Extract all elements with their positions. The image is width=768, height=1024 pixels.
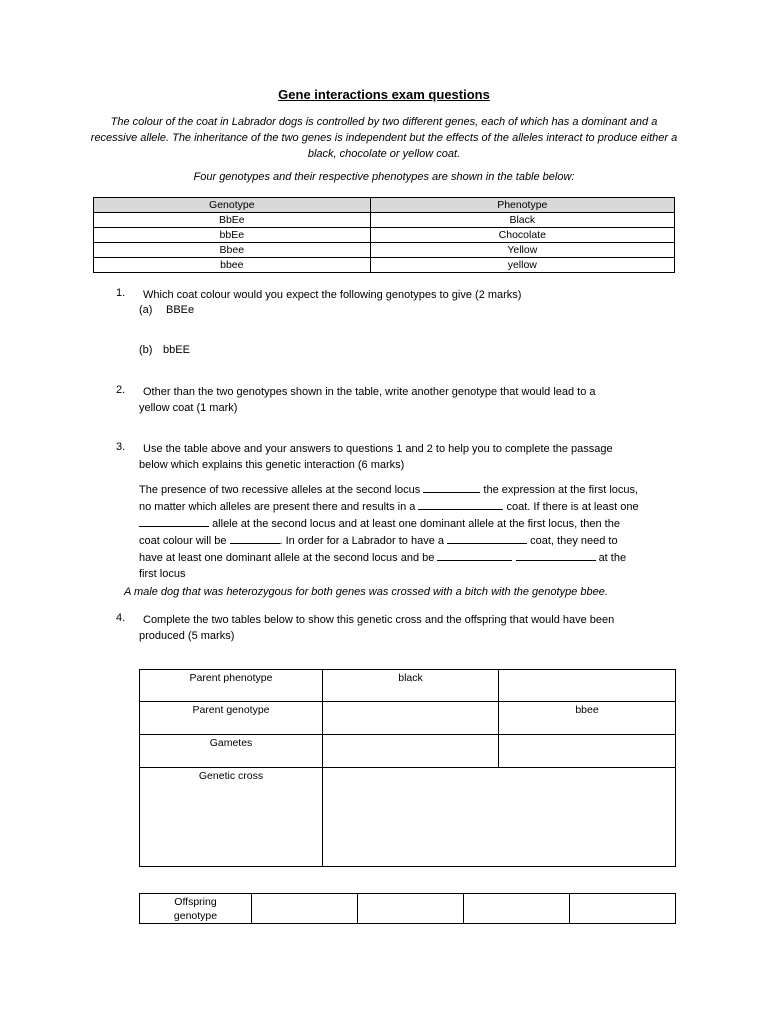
cross-intro: A male dog that was heterozygous for both genes was crossed with a bitch with the genotype bbee. [124,586,608,598]
table-intro: Four genotypes and their respective phenotypes are shown in the table below: [193,171,575,183]
q4-line1: Complete the two tables below to show this genetic cross and the offspring that would have been [143,614,615,626]
passage-line: first locus [139,568,186,580]
genotype-cell: bbEe [94,228,371,243]
passage-line: no matter which alleles are present there and results in a coat. If there is at least one [139,498,679,515]
blank-answer-2[interactable] [418,498,503,510]
passage-line: have at least one dominant allele at the second locus and be at the [139,549,679,566]
q2-line1: Other than the two genotypes shown in the table, write another genotype that would lead to a [143,386,596,398]
q3-number: 3. [116,441,126,453]
offspring-cell[interactable] [252,894,358,924]
phenotype-cell: yellow [370,258,674,273]
q1-number: 1. [116,287,126,299]
female-phenotype-cell[interactable] [499,670,676,702]
passage-line: allele at the second locus and at least one dominant allele at the first locus, then the [139,515,679,532]
q4-line2: produced (5 marks) [139,630,235,642]
table-row [94,228,675,243]
blank-answer-6[interactable] [437,549,512,561]
male-phenotype-cell[interactable]: black [323,670,499,702]
parent-phenotype-label: Parent phenotype [140,670,323,702]
genotype-cell: BbEe [94,213,371,228]
blank-answer-1[interactable] [423,481,480,493]
genotype-phenotype-table [93,197,675,273]
passage-line: coat colour will be . In order for a Labrador to have a coat, they need to [139,532,679,549]
offspring-cell[interactable] [570,894,676,924]
q1a-label: (a) [139,304,153,316]
table-row [140,768,676,867]
phenotype-cell: Chocolate [370,228,674,243]
table-row [140,894,676,924]
table-row [140,702,676,735]
table-row [140,735,676,768]
q1b-label: (b) [139,344,153,356]
phenotype-cell: Black [370,213,674,228]
female-genotype-cell[interactable]: bbee [499,702,676,735]
offspring-table [139,893,676,924]
offspring-cell[interactable] [358,894,464,924]
table-row [94,258,675,273]
genotype-cell: bbee [94,258,371,273]
female-gametes-cell[interactable] [499,735,676,768]
q1-text: Which coat colour would you expect the following genotypes to give (2 marks) [143,289,522,301]
genetic-cross-label: Genetic cross [140,768,323,867]
q3-line2: below which explains this genetic interaction (6 marks) [139,459,405,471]
phenotype-header: Phenotype [370,198,674,213]
parent-genotype-label: Parent genotype [140,702,323,735]
q4-number: 4. [116,612,126,624]
q1b-text: bbEE [163,344,190,356]
intro-paragraph: The colour of the coat in Labrador dogs is controlled by two different genes, each of which has a dominant and a recessive allele. The inheritance of the two genes is independent but the effects of the alleles interact to produce either a black, chocolate or yellow coat. [90,116,678,160]
genotype-cell: Bbee [94,243,371,258]
genotype-header: Genotype [94,198,371,213]
q2-number: 2. [116,384,126,396]
parent-cross-table [139,669,676,867]
q1a-text: BBEe [166,304,195,316]
table-row [94,213,675,228]
blank-answer-4[interactable] [230,532,280,544]
q2-line2: yellow coat (1 mark) [139,402,238,414]
table-row [94,243,675,258]
q3-line1: Use the table above and your answers to questions 1 and 2 to help you to complete the passage [143,443,613,455]
phenotype-cell: Yellow [370,243,674,258]
blank-answer-7[interactable] [516,549,596,561]
male-gametes-cell[interactable] [323,735,499,768]
blank-answer-5[interactable] [447,532,527,544]
offspring-genotype-label: Offspring genotype [140,894,252,924]
blank-answer-3[interactable] [139,515,209,527]
q3-passage [139,481,679,582]
male-genotype-cell[interactable] [323,702,499,735]
table-row [140,670,676,702]
passage-line: The presence of two recessive alleles at the second locus the expression at the first locus, [139,481,679,498]
page-title: Gene interactions exam questions [278,87,490,102]
gametes-label: Gametes [140,735,323,768]
genetic-cross-cell[interactable] [323,768,676,867]
offspring-cell[interactable] [464,894,570,924]
